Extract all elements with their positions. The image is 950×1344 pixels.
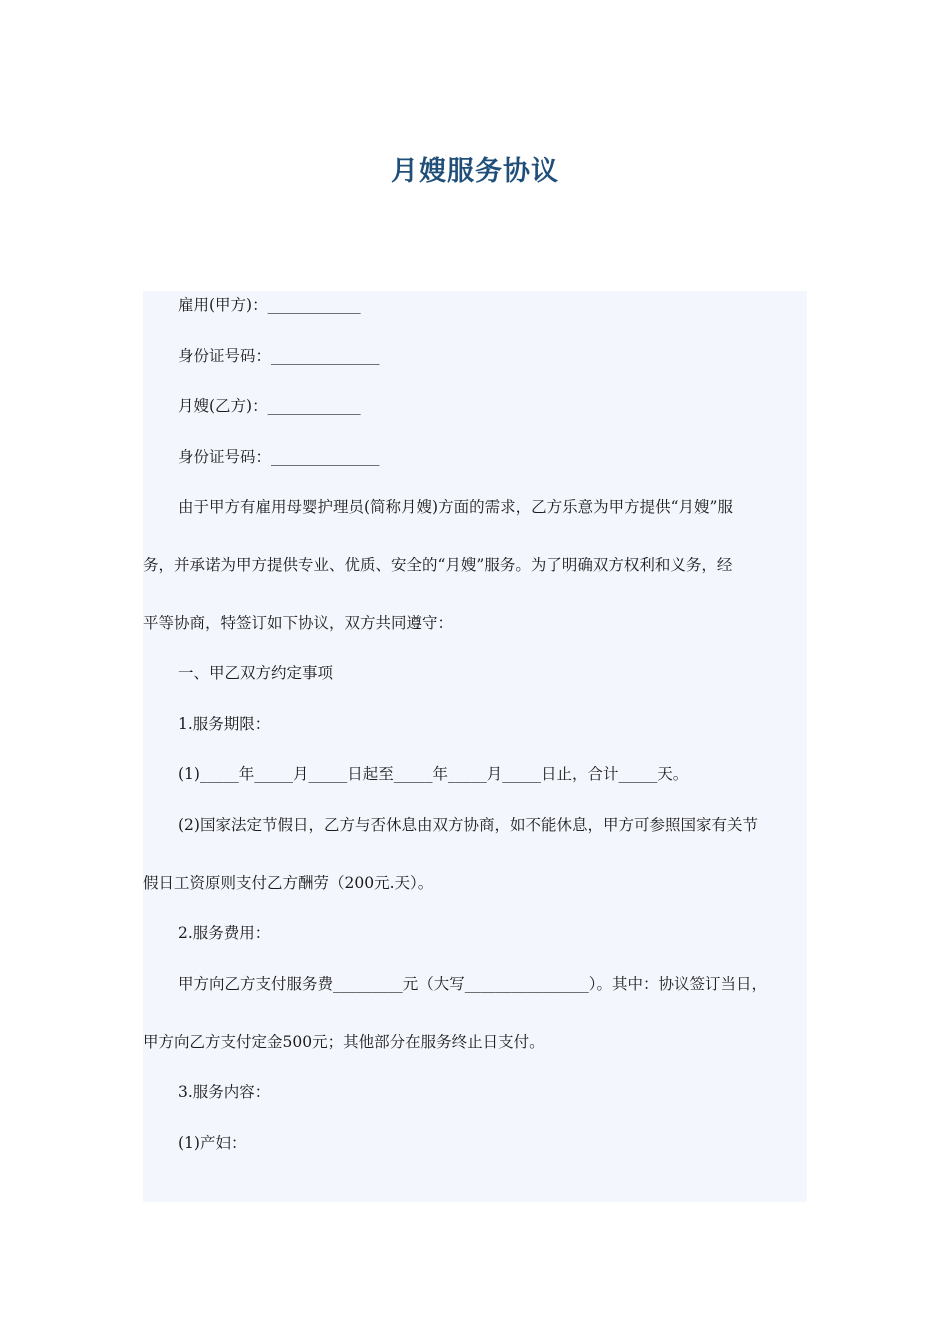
preamble-line-3: 平等协商，特签订如下协议，双方共同遵守： — [143, 614, 454, 632]
preamble-line-2: 务，并承诺为甲方提供专业、优质、安全的“月嫂”服务。为了明确双方权利和义务，经 — [143, 556, 733, 574]
clause-fee-heading: 2.服务费用： — [178, 924, 271, 942]
clause-term-2-line-1: (2)国家法定节假日，乙方与否休息由双方协商，如不能休息，甲方可参照国家有关节 — [178, 816, 758, 834]
document-title: 月嫂服务协议 — [391, 156, 559, 187]
clause-fee-line-2: 甲方向乙方支付定金500元；其他部分在服务终止日支付。 — [143, 1033, 545, 1051]
clause-content-1: (1)产妇： — [178, 1134, 247, 1152]
employer-field: 雇用(甲方)：____________ — [178, 296, 361, 314]
clause-term-2-line-2: 假日工资原则支付乙方酬劳（200元.天）。 — [143, 874, 434, 892]
employer-id-field: 身份证号码：______________ — [178, 347, 380, 365]
document-body — [143, 291, 807, 1202]
clause-fee-line-1: 甲方向乙方支付服务费_________元（大写________________）。其中：协议签订当日， — [178, 975, 768, 993]
clause-term-1: (1)_____年_____月_____日起至_____年_____月_____日止，合计_____天。 — [178, 765, 689, 783]
section-heading-1: 一、甲乙双方约定事项 — [178, 664, 334, 682]
nanny-id-field: 身份证号码：______________ — [178, 448, 380, 466]
clause-content-heading: 3.服务内容： — [178, 1083, 271, 1101]
preamble-line-1: 由于甲方有雇用母婴护理员(简称月嫂)方面的需求，乙方乐意为甲方提供“月嫂”服 — [178, 498, 733, 516]
nanny-field: 月嫂(乙方)：____________ — [178, 397, 361, 415]
clause-term-heading: 1.服务期限： — [178, 715, 271, 733]
